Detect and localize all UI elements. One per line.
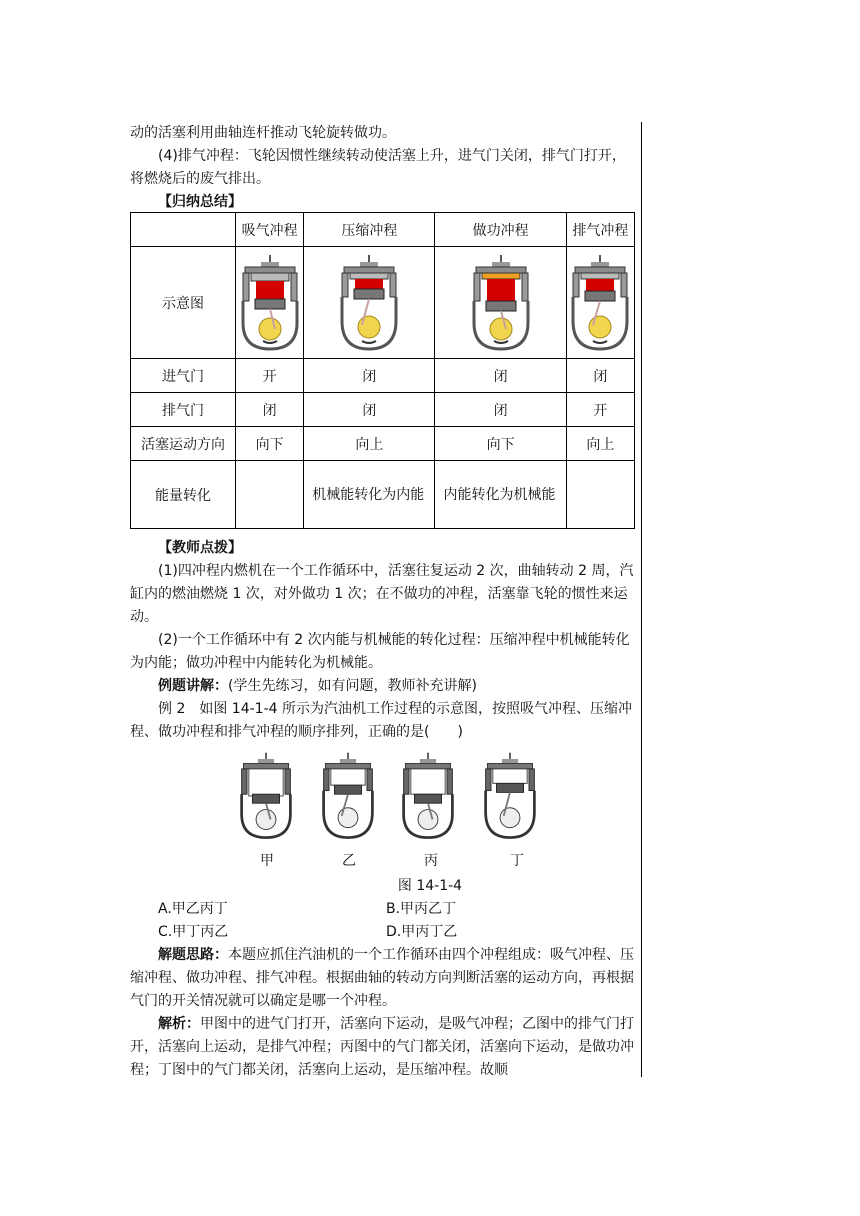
row-label-exhaust: 排气门 [131, 393, 236, 427]
table-row-exhaust [131, 393, 635, 427]
table-cell: 向上 [304, 427, 435, 461]
solution-approach: 解题思路：本题应抓住汽油机的一个工作循环由四个冲程组成：吸气冲程、压缩冲程、做功冲程、排气冲程。根据曲轴的转动方向判断活塞的运动方向，再根据气门的开关情况就可以确定是哪一个冲程。 [130, 947, 634, 1009]
diagram-power [435, 247, 566, 359]
table-row-piston [131, 427, 635, 461]
diagram-intake [236, 247, 304, 359]
table-cell: 向下 [435, 427, 566, 461]
engine-compression-diagram [338, 253, 400, 353]
table-corner-cell [131, 213, 236, 247]
table-cell: 闭 [435, 359, 566, 393]
table-cell: 开 [566, 393, 634, 427]
table-cell: 闭 [435, 393, 566, 427]
figure-label-jia: 甲 [260, 853, 274, 869]
teacher-tip-2: (2)一个工作循环中有 2 次内能与机械能的转化过程：压缩冲程中机械能转化为内能；做功冲程中内能转化为机械能。 [130, 632, 630, 671]
row-label-diagram: 示意图 [131, 247, 236, 359]
header-exhaust-stroke: 排气冲程 [566, 213, 634, 247]
table-row-diagram [131, 247, 635, 359]
engine-yi-diagram [320, 748, 376, 844]
figure-14-1-4 [238, 748, 538, 848]
table-row-intake [131, 359, 635, 393]
teacher-heading: 【教师点拨】 [158, 540, 242, 556]
header-compression-stroke: 压缩冲程 [304, 213, 435, 247]
option-b: B.甲丙乙丁 [386, 901, 457, 917]
table-cell: 闭 [566, 359, 634, 393]
diagram-exhaust [566, 247, 634, 359]
figure-caption: 图 14-1-4 [397, 878, 463, 894]
row-label-piston: 活塞运动方向 [131, 427, 236, 461]
option-d: D.甲丙丁乙 [386, 924, 458, 940]
table-cell: 闭 [304, 359, 435, 393]
table-cell: 机械能转化为内能 [304, 461, 435, 529]
engine-ding-diagram [482, 748, 538, 844]
row-label-intake: 进气门 [131, 359, 236, 393]
figure-label-bing: 丙 [424, 853, 438, 869]
table-cell: 开 [236, 359, 304, 393]
engine-intake-diagram [239, 253, 301, 353]
table-header-row [131, 213, 635, 247]
engine-exhaust-diagram [569, 253, 631, 353]
summary-table [130, 212, 635, 529]
example-2-question: 例 2 如图 14-1-4 所示为汽油机工作过程的示意图，按照吸气冲程、压缩冲程、做功冲程和排气冲程的顺序排列，正确的是( ) [130, 701, 632, 740]
diagram-compression [304, 247, 435, 359]
header-power-stroke: 做功冲程 [435, 213, 566, 247]
table-cell: 内能转化为机械能 [435, 461, 566, 529]
teacher-tip-1: (1)四冲程内燃机在一个工作循环中，活塞往复运动 2 次，曲轴转动 2 周，汽缸内的燃油燃烧 1 次，对外做功 1 次；在不做功的冲程，活塞靠飞轮的惯性来运动。 [130, 563, 634, 625]
engine-jia-diagram [238, 748, 294, 844]
option-c: C.甲丁丙乙 [158, 924, 229, 940]
engine-bing-diagram [400, 748, 456, 844]
row-label-energy: 能量转化 [131, 461, 236, 529]
analysis-paragraph: 解析：甲图中的进气门打开，活塞向下运动，是吸气冲程；乙图中的排气门打开，活塞向上运动，是排气冲程；丙图中的气门都关闭，活塞向下运动，是做功冲程；丁图中的气门都关闭，活塞向上运动，是压缩冲程。故顺 [130, 1016, 634, 1078]
figure-label-ding: 丁 [510, 853, 524, 869]
table-cell: 闭 [304, 393, 435, 427]
engine-power-diagram [470, 253, 532, 353]
table-cell: 闭 [236, 393, 304, 427]
table-cell: 向下 [236, 427, 304, 461]
table-cell: 向上 [566, 427, 634, 461]
margin-rule [641, 122, 642, 1077]
summary-heading: 【归纳总结】 [158, 194, 242, 210]
header-intake-stroke: 吸气冲程 [236, 213, 304, 247]
table-row-energy [131, 461, 635, 529]
figure-label-yi: 乙 [342, 853, 356, 869]
table-cell [566, 461, 634, 529]
exhaust-stroke-paragraph: (4)排气冲程：飞轮因惯性继续转动使活塞上升，进气门关闭，排气门打开，将燃烧后的废气排出。 [130, 148, 626, 187]
text-line-1: 动的活塞利用曲轴连杆推动飞轮旋转做功。 [130, 125, 396, 141]
option-a: A.甲乙丙丁 [158, 901, 228, 917]
table-cell [236, 461, 304, 529]
example-intro: 例题讲解：(学生先练习，如有问题，教师补充讲解) [158, 678, 477, 694]
